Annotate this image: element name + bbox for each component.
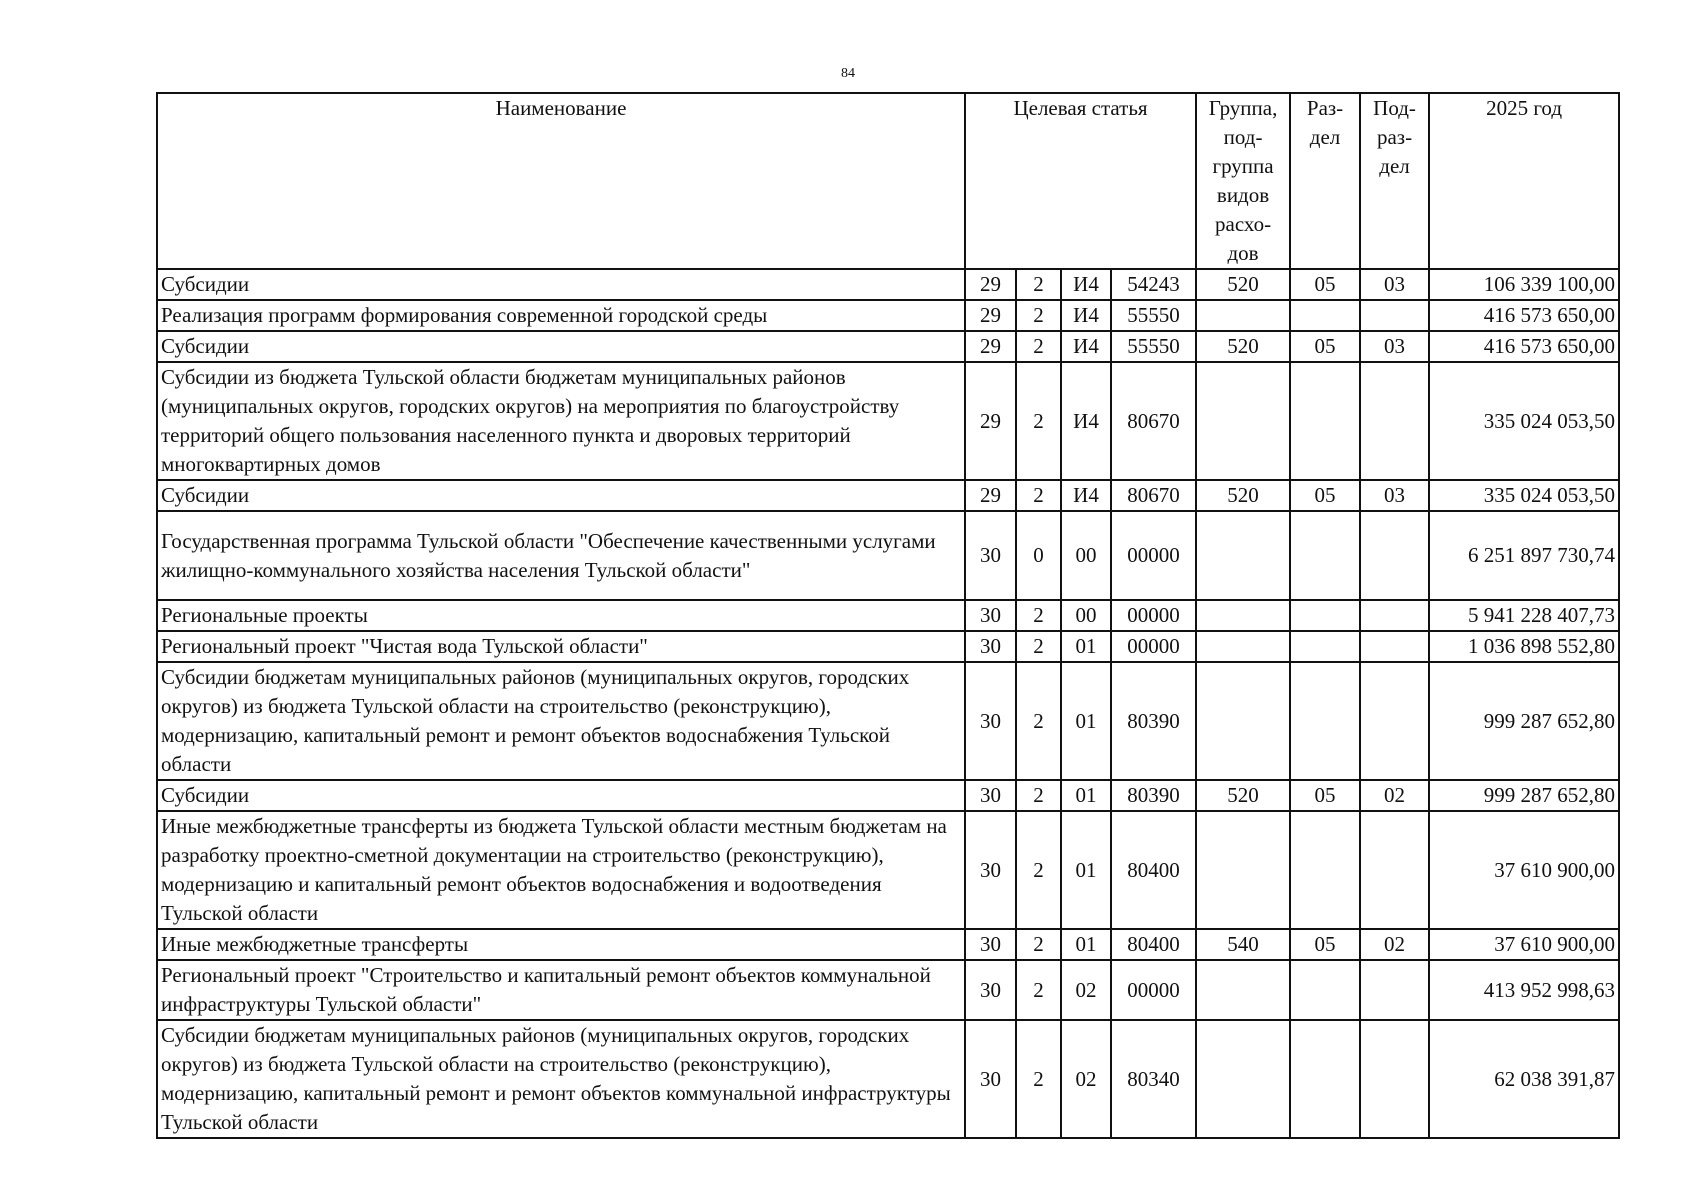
cell-project: 01 [1061, 662, 1111, 780]
cell-name: Субсидии [157, 269, 965, 300]
cell-group: 520 [1196, 331, 1290, 362]
table-row [157, 362, 1619, 480]
cell-subprogram: 2 [1016, 480, 1061, 511]
cell-amount: 37 610 900,00 [1429, 811, 1619, 929]
table-row [157, 811, 1619, 929]
cell-program: 30 [965, 780, 1016, 811]
cell-project: И4 [1061, 480, 1111, 511]
cell-subsection [1360, 1020, 1429, 1138]
cell-subsection: 02 [1360, 780, 1429, 811]
table-row [157, 511, 1619, 600]
cell-section [1290, 600, 1360, 631]
cell-name: Субсидии [157, 480, 965, 511]
cell-program: 30 [965, 631, 1016, 662]
cell-subsection: 03 [1360, 331, 1429, 362]
cell-section [1290, 960, 1360, 1020]
table-row [157, 331, 1619, 362]
table-row [157, 480, 1619, 511]
budget-table [156, 92, 1620, 1139]
cell-group [1196, 300, 1290, 331]
cell-subsection [1360, 362, 1429, 480]
cell-subsection [1360, 600, 1429, 631]
cell-subprogram: 2 [1016, 1020, 1061, 1138]
cell-group [1196, 631, 1290, 662]
cell-amount: 999 287 652,80 [1429, 662, 1619, 780]
cell-name: Иные межбюджетные трансферты [157, 929, 965, 960]
cell-subprogram: 2 [1016, 269, 1061, 300]
cell-subsection [1360, 662, 1429, 780]
cell-subprogram: 2 [1016, 780, 1061, 811]
cell-amount: 335 024 053,50 [1429, 362, 1619, 480]
cell-section [1290, 1020, 1360, 1138]
cell-subprogram: 2 [1016, 662, 1061, 780]
cell-direction: 80400 [1111, 929, 1196, 960]
cell-project: 02 [1061, 1020, 1111, 1138]
cell-group: 540 [1196, 929, 1290, 960]
cell-program: 29 [965, 331, 1016, 362]
table-row [157, 631, 1619, 662]
cell-project: И4 [1061, 300, 1111, 331]
cell-direction: 80400 [1111, 811, 1196, 929]
cell-direction: 00000 [1111, 960, 1196, 1020]
cell-group [1196, 960, 1290, 1020]
cell-direction: 80670 [1111, 362, 1196, 480]
cell-name: Иные межбюджетные трансферты из бюджета Тульской области местным бюджетам на разработку проектно-сметной документации на строительство (реконструкцию), модернизацию и капитальный ремонт объектов водоснабжения и водоотведения Тульской области [157, 811, 965, 929]
cell-name: Региональные проекты [157, 600, 965, 631]
cell-direction: 80670 [1111, 480, 1196, 511]
cell-program: 29 [965, 480, 1016, 511]
cell-name: Региональный проект "Строительство и капитальный ремонт объектов коммунальной инфраструктуры Тульской области" [157, 960, 965, 1020]
cell-section: 05 [1290, 331, 1360, 362]
cell-subsection [1360, 960, 1429, 1020]
cell-group [1196, 811, 1290, 929]
cell-section [1290, 300, 1360, 331]
cell-direction: 80340 [1111, 1020, 1196, 1138]
table-row [157, 300, 1619, 331]
cell-subprogram: 2 [1016, 600, 1061, 631]
table-row [157, 269, 1619, 300]
cell-subsection: 02 [1360, 929, 1429, 960]
cell-name: Государственная программа Тульской области "Обеспечение качественными услугами жилищно-коммунального хозяйства населения Тульской области" [157, 511, 965, 600]
cell-program: 29 [965, 300, 1016, 331]
cell-subsection: 03 [1360, 480, 1429, 511]
cell-amount: 416 573 650,00 [1429, 300, 1619, 331]
cell-program: 30 [965, 929, 1016, 960]
header-section: Раз-дел [1290, 93, 1360, 269]
cell-group: 520 [1196, 480, 1290, 511]
cell-section [1290, 511, 1360, 600]
table-row [157, 1020, 1619, 1138]
cell-name: Региональный проект "Чистая вода Тульской области" [157, 631, 965, 662]
cell-amount: 335 024 053,50 [1429, 480, 1619, 511]
cell-name: Субсидии из бюджета Тульской области бюджетам муниципальных районов (муниципальных округов, городских округов) на мероприятия по благоустройству территорий общего пользования населенного пункта и дворовых территорий многоквартирных домов [157, 362, 965, 480]
cell-section [1290, 811, 1360, 929]
cell-amount: 6 251 897 730,74 [1429, 511, 1619, 600]
cell-group [1196, 1020, 1290, 1138]
table-row [157, 780, 1619, 811]
cell-name: Субсидии [157, 780, 965, 811]
cell-amount: 416 573 650,00 [1429, 331, 1619, 362]
cell-section: 05 [1290, 929, 1360, 960]
cell-project: И4 [1061, 331, 1111, 362]
header-year: 2025 год [1429, 93, 1619, 269]
cell-name: Субсидии бюджетам муниципальных районов (муниципальных округов, городских округов) из бюджета Тульской области на строительство (реконструкцию), модернизацию, капитальный ремонт и ремонт объектов водоснабжения Тульской области [157, 662, 965, 780]
cell-section [1290, 662, 1360, 780]
cell-project: 01 [1061, 811, 1111, 929]
table-row [157, 662, 1619, 780]
cell-subprogram: 2 [1016, 960, 1061, 1020]
cell-section [1290, 362, 1360, 480]
cell-direction: 55550 [1111, 331, 1196, 362]
cell-direction: 00000 [1111, 600, 1196, 631]
cell-section: 05 [1290, 269, 1360, 300]
cell-group: 520 [1196, 269, 1290, 300]
cell-amount: 37 610 900,00 [1429, 929, 1619, 960]
header-name: Наименование [157, 93, 965, 269]
cell-direction: 00000 [1111, 631, 1196, 662]
cell-program: 30 [965, 960, 1016, 1020]
cell-direction: 00000 [1111, 511, 1196, 600]
table-row [157, 960, 1619, 1020]
cell-project: 00 [1061, 600, 1111, 631]
cell-project: 01 [1061, 631, 1111, 662]
cell-subprogram: 2 [1016, 929, 1061, 960]
cell-project: 00 [1061, 511, 1111, 600]
cell-project: И4 [1061, 269, 1111, 300]
cell-amount: 62 038 391,87 [1429, 1020, 1619, 1138]
cell-project: 02 [1061, 960, 1111, 1020]
cell-program: 30 [965, 1020, 1016, 1138]
cell-subprogram: 2 [1016, 631, 1061, 662]
cell-direction: 55550 [1111, 300, 1196, 331]
cell-subsection: 03 [1360, 269, 1429, 300]
cell-amount: 5 941 228 407,73 [1429, 600, 1619, 631]
cell-subprogram: 2 [1016, 300, 1061, 331]
cell-section: 05 [1290, 480, 1360, 511]
cell-project: 01 [1061, 780, 1111, 811]
table-header-row [157, 93, 1619, 269]
header-subsection: Под-раз-дел [1360, 93, 1429, 269]
cell-subprogram: 0 [1016, 511, 1061, 600]
cell-project: И4 [1061, 362, 1111, 480]
page-number: 84 [841, 66, 855, 81]
cell-program: 29 [965, 362, 1016, 480]
cell-program: 30 [965, 511, 1016, 600]
cell-group: 520 [1196, 780, 1290, 811]
header-target: Целевая статья [965, 93, 1196, 269]
header-group: Группа, под-группа видов расхо-дов [1196, 93, 1290, 269]
cell-amount: 413 952 998,63 [1429, 960, 1619, 1020]
cell-program: 29 [965, 269, 1016, 300]
cell-section: 05 [1290, 780, 1360, 811]
cell-project: 01 [1061, 929, 1111, 960]
cell-program: 30 [965, 811, 1016, 929]
cell-section [1290, 631, 1360, 662]
table-row [157, 929, 1619, 960]
cell-amount: 106 339 100,00 [1429, 269, 1619, 300]
cell-group [1196, 511, 1290, 600]
cell-direction: 80390 [1111, 780, 1196, 811]
cell-name: Субсидии бюджетам муниципальных районов (муниципальных округов, городских округов) из бюджета Тульской области на строительство (реконструкцию), модернизацию, капитальный ремонт и ремонт объектов коммунальной инфраструктуры Тульской области [157, 1020, 965, 1138]
cell-group [1196, 662, 1290, 780]
table-row [157, 600, 1619, 631]
cell-name: Реализация программ формирования современной городской среды [157, 300, 965, 331]
cell-subsection [1360, 300, 1429, 331]
cell-name: Субсидии [157, 331, 965, 362]
cell-group [1196, 362, 1290, 480]
cell-subsection [1360, 511, 1429, 600]
cell-amount: 1 036 898 552,80 [1429, 631, 1619, 662]
cell-direction: 54243 [1111, 269, 1196, 300]
cell-subprogram: 2 [1016, 331, 1061, 362]
cell-subprogram: 2 [1016, 362, 1061, 480]
cell-subsection [1360, 811, 1429, 929]
cell-group [1196, 600, 1290, 631]
cell-program: 30 [965, 662, 1016, 780]
cell-subprogram: 2 [1016, 811, 1061, 929]
cell-program: 30 [965, 600, 1016, 631]
cell-subsection [1360, 631, 1429, 662]
cell-direction: 80390 [1111, 662, 1196, 780]
cell-amount: 999 287 652,80 [1429, 780, 1619, 811]
